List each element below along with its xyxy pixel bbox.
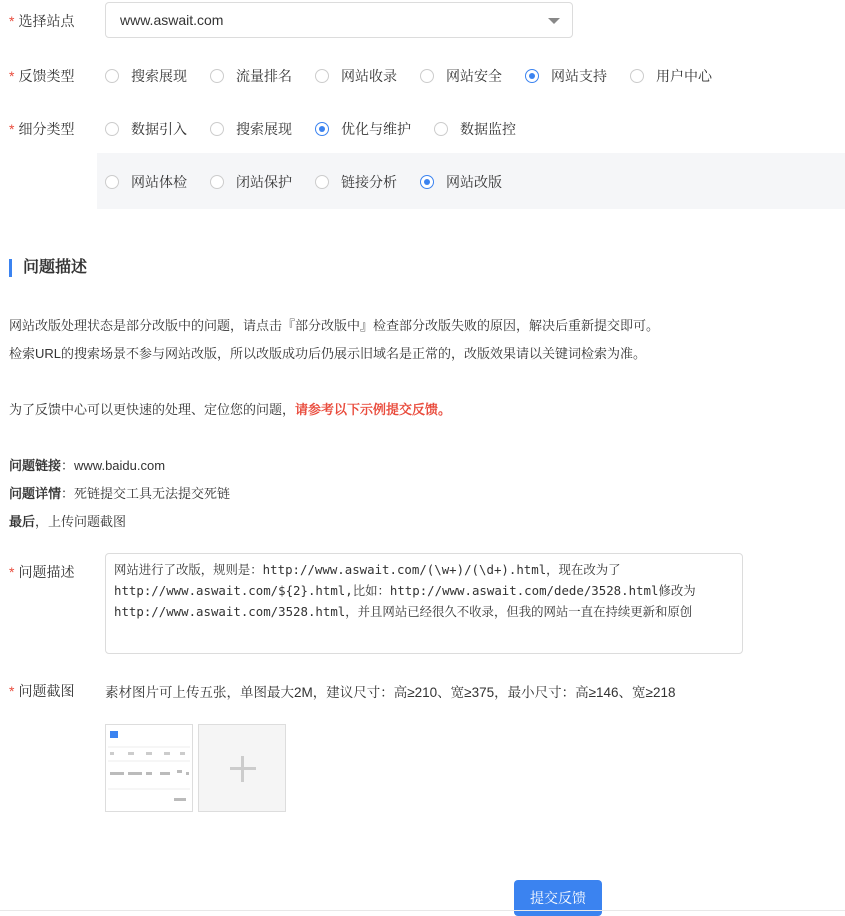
info-line-3 xyxy=(9,399,451,418)
section-title: 问题描述 xyxy=(9,259,87,277)
radio-label: 网站收录 xyxy=(341,68,397,84)
description-textarea[interactable]: 网站进行了改版，规则是：http://www.aswait.com/(\w+)/(\d+).html，现在改为了 http://www.aswait.com/${2}.html,比如：http://www.aswait.com/dede/3528.html修改为 http://www.aswait.com/3528.html，并且网站已经很久不收录，但我的网站一直在持续更新和原创 xyxy=(105,553,743,654)
radio-subsub-0[interactable] xyxy=(105,172,210,192)
radio-selected-icon[interactable] xyxy=(525,69,539,83)
sub-type-label: * 细分类型 xyxy=(9,121,75,137)
feedback-type-group xyxy=(105,66,712,86)
radio-label: 流量排名 xyxy=(236,68,292,84)
radio-label: 网站安全 xyxy=(446,68,502,84)
caret-down-icon[interactable] xyxy=(548,18,560,24)
radio-icon[interactable] xyxy=(105,175,119,189)
example-link-value: ：www.baidu.com xyxy=(61,458,166,473)
info-line-2: 检索URL的搜索场景不参与网站改版，所以改版成功后仍展示旧域名是正常的，改版效果请以关键词检索为准。 xyxy=(9,346,647,361)
radio-icon[interactable] xyxy=(210,69,224,83)
radio-label: 网站改版 xyxy=(446,174,502,190)
radio-subsub-2[interactable] xyxy=(315,172,420,192)
site-label: * 选择站点 xyxy=(9,13,75,29)
example-detail-value: ：死链提交工具无法提交死链 xyxy=(61,486,231,501)
radio-icon[interactable] xyxy=(210,122,224,136)
radio-icon[interactable] xyxy=(105,69,119,83)
radio-label: 数据引入 xyxy=(131,121,187,137)
radio-label: 优化与维护 xyxy=(341,121,411,137)
radio-feedback-1[interactable] xyxy=(210,66,315,86)
radio-label: 搜索展现 xyxy=(131,68,187,84)
info-line-3-highlight: 请参考以下示例提交反馈。 xyxy=(295,402,452,417)
radio-subtype-0[interactable] xyxy=(105,119,210,139)
radio-icon[interactable] xyxy=(434,122,448,136)
radio-label: 用户中心 xyxy=(656,68,712,84)
description-label: * 问题描述 xyxy=(9,564,75,580)
feedback-type-label: * 反馈类型 xyxy=(9,68,75,84)
radio-label: 网站支持 xyxy=(551,68,607,84)
example-last-value: ，上传问题截图 xyxy=(35,514,127,529)
example-link-label: 问题链接 xyxy=(9,458,62,473)
radio-icon[interactable] xyxy=(210,175,224,189)
radio-label: 闭站保护 xyxy=(236,174,292,190)
bottom-divider xyxy=(0,910,845,911)
info-line-3-text: 为了反馈中心可以更快速的处理、定位您的问题， xyxy=(9,402,296,417)
radio-subsub-3[interactable] xyxy=(420,172,502,192)
example-detail xyxy=(9,483,230,502)
radio-label: 网站体检 xyxy=(131,174,187,190)
radio-subtype-3[interactable] xyxy=(434,119,516,139)
sub-sub-type-group xyxy=(105,172,502,192)
radio-subsub-1[interactable] xyxy=(210,172,315,192)
example-detail-label: 问题详情 xyxy=(9,486,62,501)
radio-subtype-1[interactable] xyxy=(210,119,315,139)
submit-button[interactable]: 提交反馈 xyxy=(514,880,602,916)
site-select-value: www.aswait.com xyxy=(120,12,224,28)
radio-feedback-5[interactable] xyxy=(630,66,712,86)
uploaded-thumbnail[interactable] xyxy=(105,724,193,812)
screenshot-note: 素材图片可上传五张，单图最大2M，建议尺寸：高≥210、宽≥375，最小尺寸：高≥146、宽≥218 xyxy=(105,685,676,700)
radio-feedback-4[interactable] xyxy=(525,66,630,86)
radio-icon[interactable] xyxy=(315,69,329,83)
sub-type-group xyxy=(105,119,516,139)
screenshot-label: * 问题截图 xyxy=(9,683,75,699)
radio-label: 链接分析 xyxy=(341,174,397,190)
radio-feedback-2[interactable] xyxy=(315,66,420,86)
thumbnail-image xyxy=(106,725,192,811)
radio-feedback-3[interactable] xyxy=(420,66,525,86)
radio-icon[interactable] xyxy=(630,69,644,83)
radio-icon[interactable] xyxy=(420,69,434,83)
radio-selected-icon[interactable] xyxy=(420,175,434,189)
radio-label: 数据监控 xyxy=(460,121,516,137)
radio-icon[interactable] xyxy=(315,175,329,189)
example-last xyxy=(9,511,126,530)
radio-feedback-0[interactable] xyxy=(105,66,210,86)
info-line-1: 网站改版处理状态是部分改版中的问题，请点击『部分改版中』检查部分改版失败的原因，解决后重新提交即可。 xyxy=(9,318,660,333)
radio-icon[interactable] xyxy=(105,122,119,136)
example-link xyxy=(9,455,165,474)
radio-label: 搜索展现 xyxy=(236,121,292,137)
add-image-button[interactable] xyxy=(198,724,286,812)
site-select[interactable] xyxy=(105,2,573,38)
radio-selected-icon[interactable] xyxy=(315,122,329,136)
example-last-label: 最后 xyxy=(9,514,36,529)
radio-subtype-2[interactable] xyxy=(315,119,434,139)
